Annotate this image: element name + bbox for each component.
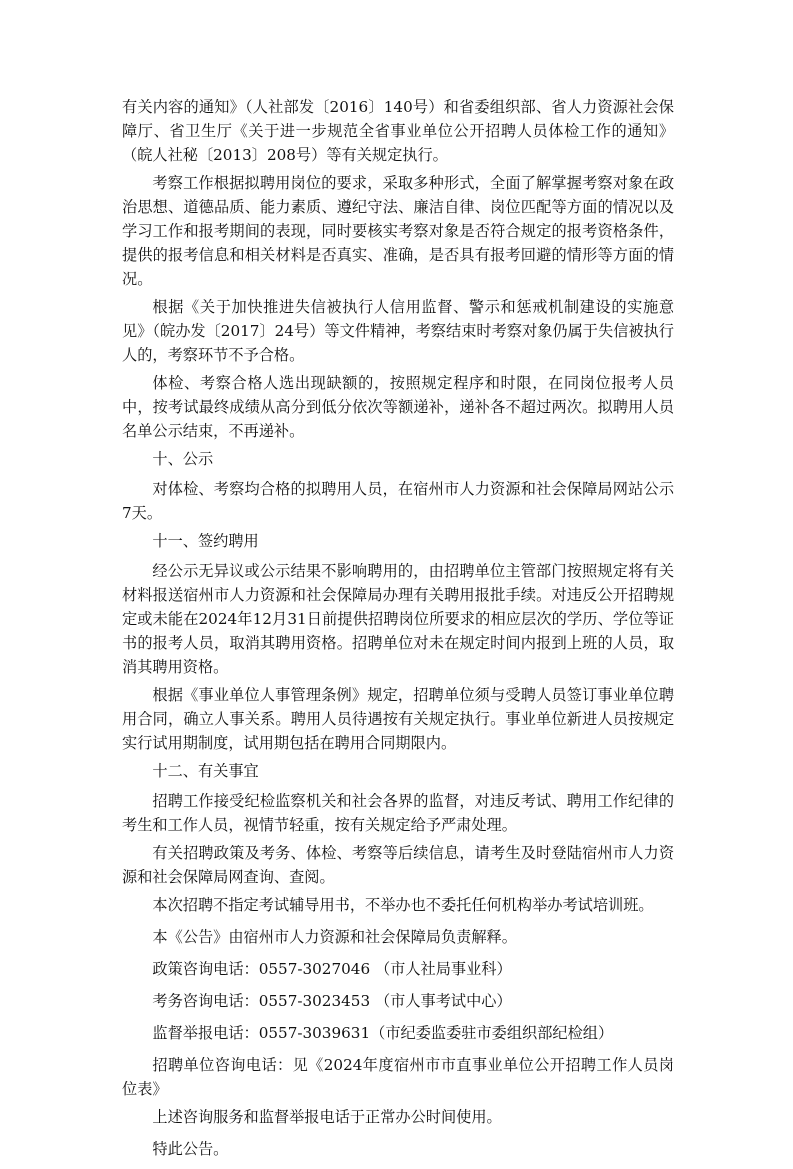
paragraph-continuation: 有关内容的通知》（人社部发〔2016〕140号）和省委组织部、省人力资源社会保障厅、省卫生厅《关于进一步规范全省事业单位公开招聘人员体检工作的通知》（皖人社秘〔2013〕208号）等有关规定执行。 [122,98,674,164]
paragraph-publicity: 对体检、考察均合格的拟聘用人员，在宿州市人力资源和社会保障局网站公示7天。 [122,480,674,522]
paragraph-office-hours: 上述咨询服务和监督举报电话于正常办公时间使用。 [152,1108,502,1126]
paragraph-supervision: 招聘工作接受纪检监察机关和社会各界的监督，对违反考试、聘用工作纪律的考生和工作人员，视情节轻重，按有关规定给予严肃处理。 [122,792,674,834]
section-heading-contract: 十一、签约聘用 [152,532,259,550]
section-heading-related-matters: 十二、有关事宜 [152,762,259,780]
document-body [122,95,674,1169]
paragraph-interpretation: 本《公告》由宿州市人力资源和社会保障局负责解释。 [152,928,517,946]
paragraph-follow-up-info: 有关招聘政策及考务、体检、考察等后续信息，请考生及时登陆宿州市人力资源和社会保障局网查询、查阅。 [122,844,674,886]
contact-employer-phone: 招聘单位咨询电话：见《2024年度宿州市市直事业单位公开招聘工作人员岗位表》 [122,1056,674,1098]
paragraph-credit-supervision: 根据《关于加快推进失信被执行人信用监督、警示和惩戒机制建设的实施意见》（皖办发〔2017〕24号）等文件精神，考察结束时考察对象仍属于失信被执行人的，考察环节不予合格。 [122,298,674,364]
paragraph-closing: 特此公告。 [152,1140,229,1158]
paragraph-inspection-work: 考察工作根据拟聘用岗位的要求，采取多种形式，全面了解掌握考察对象在政治思想、道德品质、能力素质、遵纪守法、廉洁自律、岗位匹配等方面的情况以及学习工作和报考期间的表现，同时要核实考察对象是否符合规定的报考资格条件，提供的报考信息和相关材料是否真实、准确，是否具有报考回避的情形等方面的情况。 [122,174,674,288]
contact-exam-phone: 考务咨询电话：0557-3023453 （市人事考试中心） [152,992,512,1010]
paragraph-vacancy-replacement: 体检、考察合格人选出现缺额的，按照规定程序和时限，在同岗位报考人员中，按考试最终成绩从高分到低分依次等额递补，递补各不超过两次。拟聘用人员名单公示结束，不再递补。 [122,374,674,440]
paragraph-contract-approval: 经公示无异议或公示结果不影响聘用的，由招聘单位主管部门按照规定将有关材料报送宿州市人力资源和社会保障局办理有关聘用报批手续。对违反公开招聘规定或未能在2024年12月31日前提供招聘岗位所要求的相应层次的学历、学位等证书的报考人员，取消其聘用资格。招聘单位对未在规定时间内报到上班的人员，取消其聘用资格。 [122,562,674,676]
paragraph-personnel-regulation: 根据《事业单位人事管理条例》规定，招聘单位须与受聘人员签订事业单位聘用合同，确立人事关系。聘用人员待遇按有关规定执行。事业单位新进人员按规定实行试用期制度，试用期包括在聘用合同期限内。 [122,686,674,752]
contact-policy-phone: 政策咨询电话：0557-3027046 （市人社局事业科） [152,960,512,978]
section-heading-publicity: 十、公示 [152,450,214,468]
paragraph-no-training: 本次招聘不指定考试辅导用书，不举办也不委托任何机构举办考试培训班。 [152,896,654,914]
contact-supervision-phone: 监督举报电话：0557-3039631（市纪委监委驻市委组织部纪检组） [152,1024,614,1042]
